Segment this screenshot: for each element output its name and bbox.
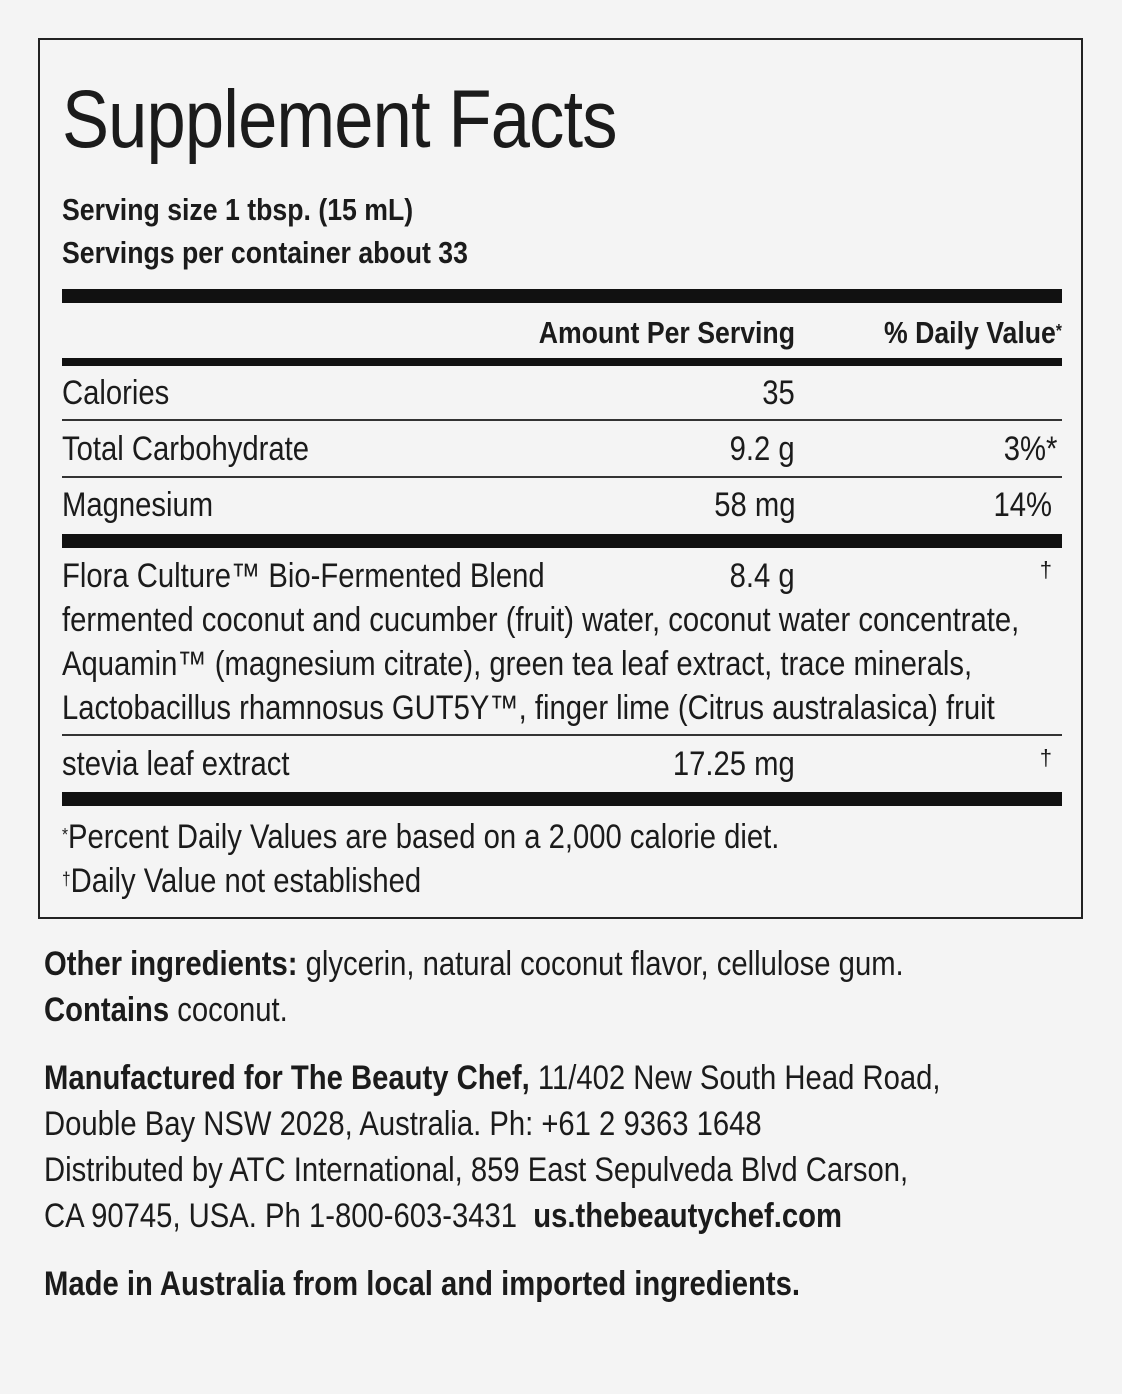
other-ingredients: Other ingredients: glycerin, natural coconut flavor, cellulose gum. bbox=[44, 945, 904, 983]
thick-divider bbox=[62, 534, 1062, 548]
footnote-percent-daily-values: *Percent Daily Values are based on a 2,000 calorie diet. bbox=[62, 818, 780, 856]
made-in-statement: Made in Australia from local and imported ingredients. bbox=[44, 1265, 801, 1303]
row-divider bbox=[62, 476, 1062, 478]
contains-statement: Contains coconut. bbox=[44, 991, 288, 1029]
supplement-facts-panel bbox=[38, 38, 1083, 919]
row-carbohydrate-amount: 9.2 g bbox=[729, 430, 795, 468]
row-carbohydrate-dv: 3%* bbox=[1003, 430, 1057, 468]
blend-label: Flora Culture™ Bio-Fermented Blend bbox=[62, 557, 545, 595]
stevia-dv: † bbox=[1039, 745, 1052, 770]
stevia-amount: 17.25 mg bbox=[673, 745, 795, 783]
distributor-address: CA 90745, USA. Ph 1-800-603-3431 us.thebeautychef.com bbox=[44, 1197, 843, 1235]
row-divider bbox=[62, 419, 1062, 421]
thick-divider bbox=[62, 289, 1062, 303]
blend-ingredients-line: fermented coconut and cucumber (fruit) water, coconut water concentrate, bbox=[62, 601, 1020, 639]
medium-divider bbox=[62, 358, 1062, 366]
row-magnesium-amount: 58 mg bbox=[713, 486, 795, 524]
servings-per-container: Servings per container about 33 bbox=[62, 235, 468, 270]
header-amount: Amount Per Serving bbox=[538, 315, 795, 350]
footnote-daily-value-not-established: †Daily Value not established bbox=[62, 862, 422, 900]
row-calories-label: Calories bbox=[62, 374, 170, 412]
row-magnesium-dv: 14% bbox=[993, 486, 1052, 524]
stevia-label: stevia leaf extract bbox=[62, 745, 290, 783]
manufacturer-address: Double Bay NSW 2028, Australia. Ph: +61 2 9363 1648 bbox=[44, 1105, 762, 1143]
row-divider bbox=[62, 734, 1062, 736]
blend-ingredients-line: Aquamin™ (magnesium citrate), green tea leaf extract, trace minerals, bbox=[62, 645, 973, 683]
blend-ingredients-line: Lactobacillus rhamnosus GUT5Y™, finger lime (Citrus australasica) fruit bbox=[62, 689, 995, 727]
website-link[interactable]: us.thebeautychef.com bbox=[533, 1197, 843, 1235]
row-calories-amount: 35 bbox=[762, 374, 795, 412]
row-magnesium-label: Magnesium bbox=[62, 486, 214, 524]
header-daily-value: % Daily Value* bbox=[884, 315, 1062, 350]
distributor-line: Distributed by ATC International, 859 East Sepulveda Blvd Carson, bbox=[44, 1151, 909, 1189]
manufacturer-line: Manufactured for The Beauty Chef, 11/402 New South Head Road, bbox=[44, 1059, 941, 1097]
panel-title: Supplement Facts bbox=[62, 74, 617, 165]
thick-divider bbox=[62, 792, 1062, 806]
blend-amount: 8.4 g bbox=[729, 557, 795, 595]
serving-size: Serving size 1 tbsp. (15 mL) bbox=[62, 192, 414, 227]
row-carbohydrate-label: Total Carbohydrate bbox=[62, 430, 310, 468]
blend-dv: † bbox=[1039, 557, 1052, 582]
